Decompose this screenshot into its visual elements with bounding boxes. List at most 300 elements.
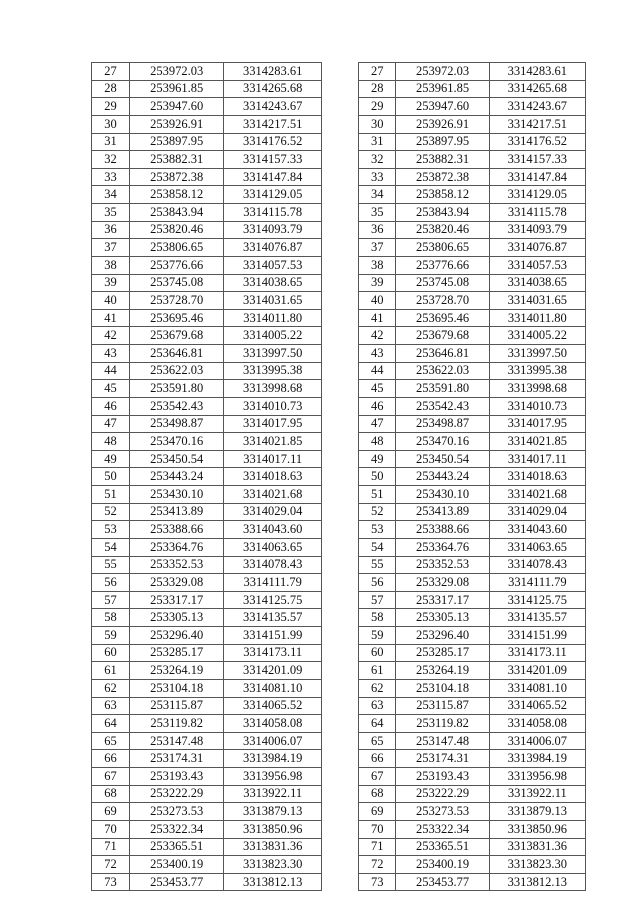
point-number-cell: 43 — [359, 345, 396, 363]
table-row — [359, 186, 586, 204]
table-row — [92, 750, 322, 768]
y-coordinate-cell: 3313922.11 — [224, 785, 322, 803]
point-number-cell: 44 — [92, 362, 130, 380]
coordinate-table-right — [358, 62, 586, 891]
x-coordinate-cell: 253222.29 — [396, 785, 489, 803]
y-coordinate-cell: 3313956.98 — [224, 768, 322, 786]
x-coordinate-cell: 253820.46 — [129, 221, 223, 239]
y-coordinate-cell: 3314010.73 — [489, 397, 585, 415]
y-coordinate-cell: 3314029.04 — [489, 503, 585, 521]
y-coordinate-cell: 3313812.13 — [224, 873, 322, 891]
point-number-cell: 54 — [92, 538, 130, 556]
table-row — [359, 433, 586, 451]
x-coordinate-cell: 253352.53 — [396, 556, 489, 574]
y-coordinate-cell: 3314006.07 — [224, 732, 322, 750]
y-coordinate-cell: 3314201.09 — [224, 662, 322, 680]
y-coordinate-cell: 3314031.65 — [489, 292, 585, 310]
table-row — [359, 256, 586, 274]
y-coordinate-cell: 3314029.04 — [224, 503, 322, 521]
x-coordinate-cell: 253882.31 — [396, 151, 489, 169]
point-number-cell: 45 — [359, 380, 396, 398]
point-number-cell: 63 — [92, 697, 130, 715]
table-row — [92, 627, 322, 645]
x-coordinate-cell: 253285.17 — [396, 644, 489, 662]
y-coordinate-cell: 3314017.95 — [489, 415, 585, 433]
x-coordinate-cell: 253695.46 — [129, 309, 223, 327]
point-number-cell: 47 — [359, 415, 396, 433]
point-number-cell: 40 — [359, 292, 396, 310]
point-number-cell: 47 — [92, 415, 130, 433]
x-coordinate-cell: 253329.08 — [129, 574, 223, 592]
table-row — [92, 450, 322, 468]
coordinate-table-body — [359, 63, 586, 891]
table-row — [92, 591, 322, 609]
coordinate-table-body — [92, 63, 322, 891]
y-coordinate-cell: 3313995.38 — [224, 362, 322, 380]
table-row — [359, 768, 586, 786]
table-row — [92, 503, 322, 521]
y-coordinate-cell: 3314018.63 — [489, 468, 585, 486]
table-row — [359, 133, 586, 151]
point-number-cell: 48 — [92, 433, 130, 451]
y-coordinate-cell: 3313879.13 — [489, 803, 585, 821]
y-coordinate-cell: 3314038.65 — [489, 274, 585, 292]
table-row — [92, 662, 322, 680]
point-number-cell: 58 — [92, 609, 130, 627]
point-number-cell: 51 — [92, 486, 130, 504]
point-number-cell: 35 — [359, 204, 396, 222]
x-coordinate-cell: 253776.66 — [129, 256, 223, 274]
y-coordinate-cell: 3314111.79 — [224, 574, 322, 592]
y-coordinate-cell: 3314057.53 — [489, 256, 585, 274]
x-coordinate-cell: 253591.80 — [129, 380, 223, 398]
table-row — [359, 80, 586, 98]
point-number-cell: 34 — [92, 186, 130, 204]
table-row — [359, 274, 586, 292]
y-coordinate-cell: 3314173.11 — [489, 644, 585, 662]
x-coordinate-cell: 253443.24 — [129, 468, 223, 486]
y-coordinate-cell: 3313831.36 — [224, 838, 322, 856]
y-coordinate-cell: 3314081.10 — [224, 679, 322, 697]
table-row — [359, 450, 586, 468]
table-row — [92, 168, 322, 186]
point-number-cell: 71 — [359, 838, 396, 856]
point-number-cell: 52 — [359, 503, 396, 521]
coordinate-table-left — [91, 62, 322, 891]
y-coordinate-cell: 3314010.73 — [224, 397, 322, 415]
y-coordinate-cell: 3313998.68 — [489, 380, 585, 398]
table-row — [359, 362, 586, 380]
point-number-cell: 27 — [359, 63, 396, 81]
y-coordinate-cell: 3314157.33 — [224, 151, 322, 169]
x-coordinate-cell: 253400.19 — [129, 856, 223, 874]
x-coordinate-cell: 253591.80 — [396, 380, 489, 398]
y-coordinate-cell: 3313998.68 — [224, 380, 322, 398]
x-coordinate-cell: 253364.76 — [129, 538, 223, 556]
table-row — [359, 204, 586, 222]
x-coordinate-cell: 253413.89 — [396, 503, 489, 521]
y-coordinate-cell: 3314201.09 — [489, 662, 585, 680]
point-number-cell: 62 — [92, 679, 130, 697]
y-coordinate-cell: 3314147.84 — [489, 168, 585, 186]
point-number-cell: 32 — [92, 151, 130, 169]
point-number-cell: 36 — [92, 221, 130, 239]
table-row — [359, 838, 586, 856]
table-row — [359, 503, 586, 521]
y-coordinate-cell: 3314129.05 — [489, 186, 585, 204]
x-coordinate-cell: 253897.95 — [129, 133, 223, 151]
point-number-cell: 50 — [359, 468, 396, 486]
x-coordinate-cell: 253679.68 — [129, 327, 223, 345]
y-coordinate-cell: 3314063.65 — [224, 538, 322, 556]
point-number-cell: 68 — [92, 785, 130, 803]
x-coordinate-cell: 253273.53 — [129, 803, 223, 821]
point-number-cell: 32 — [359, 151, 396, 169]
y-coordinate-cell: 3314017.95 — [224, 415, 322, 433]
table-row — [92, 397, 322, 415]
x-coordinate-cell: 253264.19 — [129, 662, 223, 680]
point-number-cell: 45 — [92, 380, 130, 398]
table-row — [359, 115, 586, 133]
x-coordinate-cell: 253365.51 — [396, 838, 489, 856]
table-row — [92, 732, 322, 750]
x-coordinate-cell: 253453.77 — [129, 873, 223, 891]
x-coordinate-cell: 253646.81 — [129, 345, 223, 363]
table-row — [92, 80, 322, 98]
table-row — [359, 309, 586, 327]
point-number-cell: 42 — [92, 327, 130, 345]
point-number-cell: 28 — [359, 80, 396, 98]
y-coordinate-cell: 3314217.51 — [489, 115, 585, 133]
point-number-cell: 64 — [92, 715, 130, 733]
table-row — [359, 732, 586, 750]
table-row — [92, 856, 322, 874]
y-coordinate-cell: 3314038.65 — [224, 274, 322, 292]
x-coordinate-cell: 253858.12 — [129, 186, 223, 204]
point-number-cell: 51 — [359, 486, 396, 504]
point-number-cell: 43 — [92, 345, 130, 363]
point-number-cell: 60 — [92, 644, 130, 662]
table-row — [359, 63, 586, 81]
table-row — [359, 397, 586, 415]
x-coordinate-cell: 253745.08 — [396, 274, 489, 292]
x-coordinate-cell: 253498.87 — [129, 415, 223, 433]
point-number-cell: 36 — [359, 221, 396, 239]
table-row — [92, 644, 322, 662]
table-row — [92, 785, 322, 803]
y-coordinate-cell: 3314017.11 — [224, 450, 322, 468]
point-number-cell: 73 — [92, 873, 130, 891]
x-coordinate-cell: 253820.46 — [396, 221, 489, 239]
table-row — [359, 785, 586, 803]
x-coordinate-cell: 253119.82 — [396, 715, 489, 733]
x-coordinate-cell: 253296.40 — [396, 627, 489, 645]
y-coordinate-cell: 3313850.96 — [489, 820, 585, 838]
y-coordinate-cell: 3314063.65 — [489, 538, 585, 556]
y-coordinate-cell: 3314065.52 — [489, 697, 585, 715]
point-number-cell: 31 — [92, 133, 130, 151]
table-row — [359, 415, 586, 433]
point-number-cell: 38 — [92, 256, 130, 274]
x-coordinate-cell: 253147.48 — [396, 732, 489, 750]
y-coordinate-cell: 3314065.52 — [224, 697, 322, 715]
table-row — [359, 221, 586, 239]
y-coordinate-cell: 3314115.78 — [224, 204, 322, 222]
point-number-cell: 59 — [92, 627, 130, 645]
y-coordinate-cell: 3314135.57 — [489, 609, 585, 627]
y-coordinate-cell: 3314018.63 — [224, 468, 322, 486]
table-row — [92, 609, 322, 627]
y-coordinate-cell: 3314151.99 — [224, 627, 322, 645]
point-number-cell: 54 — [359, 538, 396, 556]
point-number-cell: 39 — [359, 274, 396, 292]
y-coordinate-cell: 3314265.68 — [224, 80, 322, 98]
point-number-cell: 60 — [359, 644, 396, 662]
x-coordinate-cell: 253413.89 — [129, 503, 223, 521]
point-number-cell: 30 — [92, 115, 130, 133]
point-number-cell: 31 — [359, 133, 396, 151]
x-coordinate-cell: 253453.77 — [396, 873, 489, 891]
y-coordinate-cell: 3313984.19 — [224, 750, 322, 768]
y-coordinate-cell: 3314057.53 — [224, 256, 322, 274]
y-coordinate-cell: 3314147.84 — [224, 168, 322, 186]
table-row — [92, 98, 322, 116]
point-number-cell: 65 — [359, 732, 396, 750]
table-row — [359, 873, 586, 891]
x-coordinate-cell: 253897.95 — [396, 133, 489, 151]
y-coordinate-cell: 3313879.13 — [224, 803, 322, 821]
table-row — [92, 715, 322, 733]
y-coordinate-cell: 3314058.08 — [224, 715, 322, 733]
x-coordinate-cell: 253728.70 — [396, 292, 489, 310]
y-coordinate-cell: 3313823.30 — [224, 856, 322, 874]
table-row — [92, 345, 322, 363]
y-coordinate-cell: 3314176.52 — [489, 133, 585, 151]
table-row — [92, 309, 322, 327]
table-row — [359, 715, 586, 733]
point-number-cell: 56 — [359, 574, 396, 592]
table-row — [92, 327, 322, 345]
table-row — [92, 151, 322, 169]
y-coordinate-cell: 3314043.60 — [224, 521, 322, 539]
x-coordinate-cell: 253193.43 — [129, 768, 223, 786]
point-number-cell: 69 — [92, 803, 130, 821]
y-coordinate-cell: 3314283.61 — [489, 63, 585, 81]
y-coordinate-cell: 3313995.38 — [489, 362, 585, 380]
y-coordinate-cell: 3313956.98 — [489, 768, 585, 786]
table-row — [92, 538, 322, 556]
table-row — [92, 803, 322, 821]
table-row — [92, 838, 322, 856]
x-coordinate-cell: 253115.87 — [396, 697, 489, 715]
y-coordinate-cell: 3314081.10 — [489, 679, 585, 697]
y-coordinate-cell: 3314243.67 — [224, 98, 322, 116]
point-number-cell: 73 — [359, 873, 396, 891]
point-number-cell: 72 — [359, 856, 396, 874]
x-coordinate-cell: 253947.60 — [129, 98, 223, 116]
table-row — [359, 345, 586, 363]
x-coordinate-cell: 253388.66 — [129, 521, 223, 539]
y-coordinate-cell: 3314021.68 — [489, 486, 585, 504]
table-row — [92, 433, 322, 451]
point-number-cell: 61 — [92, 662, 130, 680]
table-row — [359, 98, 586, 116]
x-coordinate-cell: 253222.29 — [129, 785, 223, 803]
x-coordinate-cell: 253646.81 — [396, 345, 489, 363]
y-coordinate-cell: 3314078.43 — [489, 556, 585, 574]
table-row — [92, 768, 322, 786]
point-number-cell: 33 — [359, 168, 396, 186]
point-number-cell: 67 — [359, 768, 396, 786]
point-number-cell: 39 — [92, 274, 130, 292]
table-row — [92, 556, 322, 574]
y-coordinate-cell: 3314176.52 — [224, 133, 322, 151]
y-coordinate-cell: 3314011.80 — [224, 309, 322, 327]
table-row — [359, 803, 586, 821]
table-row — [359, 468, 586, 486]
y-coordinate-cell: 3313850.96 — [224, 820, 322, 838]
table-row — [92, 415, 322, 433]
point-number-cell: 44 — [359, 362, 396, 380]
point-number-cell: 49 — [359, 450, 396, 468]
x-coordinate-cell: 253470.16 — [396, 433, 489, 451]
y-coordinate-cell: 3313922.11 — [489, 785, 585, 803]
table-row — [92, 362, 322, 380]
table-row — [92, 521, 322, 539]
y-coordinate-cell: 3313823.30 — [489, 856, 585, 874]
point-number-cell: 70 — [92, 820, 130, 838]
y-coordinate-cell: 3314043.60 — [489, 521, 585, 539]
point-number-cell: 28 — [92, 80, 130, 98]
table-row — [92, 239, 322, 257]
x-coordinate-cell: 253365.51 — [129, 838, 223, 856]
point-number-cell: 62 — [359, 679, 396, 697]
table-row — [359, 538, 586, 556]
x-coordinate-cell: 253305.13 — [396, 609, 489, 627]
point-number-cell: 53 — [92, 521, 130, 539]
x-coordinate-cell: 253679.68 — [396, 327, 489, 345]
y-coordinate-cell: 3314017.11 — [489, 450, 585, 468]
x-coordinate-cell: 253498.87 — [396, 415, 489, 433]
table-row — [359, 556, 586, 574]
table-row — [359, 591, 586, 609]
point-number-cell: 41 — [92, 309, 130, 327]
point-number-cell: 50 — [92, 468, 130, 486]
x-coordinate-cell: 253972.03 — [396, 63, 489, 81]
table-row — [92, 468, 322, 486]
x-coordinate-cell: 253961.85 — [396, 80, 489, 98]
x-coordinate-cell: 253542.43 — [129, 397, 223, 415]
x-coordinate-cell: 253317.17 — [129, 591, 223, 609]
y-coordinate-cell: 3314076.87 — [489, 239, 585, 257]
table-row — [92, 256, 322, 274]
point-number-cell: 35 — [92, 204, 130, 222]
y-coordinate-cell: 3313831.36 — [489, 838, 585, 856]
table-row — [359, 697, 586, 715]
table-row — [92, 380, 322, 398]
table-row — [359, 662, 586, 680]
table-row — [359, 292, 586, 310]
x-coordinate-cell: 253352.53 — [129, 556, 223, 574]
x-coordinate-cell: 253728.70 — [129, 292, 223, 310]
x-coordinate-cell: 253843.94 — [396, 204, 489, 222]
point-number-cell: 58 — [359, 609, 396, 627]
point-number-cell: 65 — [92, 732, 130, 750]
y-coordinate-cell: 3314115.78 — [489, 204, 585, 222]
x-coordinate-cell: 253858.12 — [396, 186, 489, 204]
point-number-cell: 37 — [359, 239, 396, 257]
table-row — [92, 274, 322, 292]
y-coordinate-cell: 3314058.08 — [489, 715, 585, 733]
x-coordinate-cell: 253926.91 — [396, 115, 489, 133]
x-coordinate-cell: 253104.18 — [396, 679, 489, 697]
x-coordinate-cell: 253273.53 — [396, 803, 489, 821]
point-number-cell: 41 — [359, 309, 396, 327]
point-number-cell: 37 — [92, 239, 130, 257]
point-number-cell: 55 — [359, 556, 396, 574]
point-number-cell: 59 — [359, 627, 396, 645]
x-coordinate-cell: 253322.34 — [396, 820, 489, 838]
y-coordinate-cell: 3313984.19 — [489, 750, 585, 768]
x-coordinate-cell: 253622.03 — [129, 362, 223, 380]
x-coordinate-cell: 253317.17 — [396, 591, 489, 609]
table-row — [92, 873, 322, 891]
x-coordinate-cell: 253926.91 — [129, 115, 223, 133]
x-coordinate-cell: 253872.38 — [396, 168, 489, 186]
y-coordinate-cell: 3313812.13 — [489, 873, 585, 891]
x-coordinate-cell: 253305.13 — [129, 609, 223, 627]
x-coordinate-cell: 253622.03 — [396, 362, 489, 380]
table-row — [359, 327, 586, 345]
y-coordinate-cell: 3313997.50 — [489, 345, 585, 363]
point-number-cell: 70 — [359, 820, 396, 838]
x-coordinate-cell: 253430.10 — [129, 486, 223, 504]
y-coordinate-cell: 3314157.33 — [489, 151, 585, 169]
table-row — [92, 204, 322, 222]
y-coordinate-cell: 3314005.22 — [489, 327, 585, 345]
x-coordinate-cell: 253119.82 — [129, 715, 223, 733]
table-row — [359, 521, 586, 539]
y-coordinate-cell: 3314265.68 — [489, 80, 585, 98]
y-coordinate-cell: 3314283.61 — [224, 63, 322, 81]
x-coordinate-cell: 253115.87 — [129, 697, 223, 715]
y-coordinate-cell: 3314151.99 — [489, 627, 585, 645]
point-number-cell: 48 — [359, 433, 396, 451]
point-number-cell: 40 — [92, 292, 130, 310]
table-row — [359, 168, 586, 186]
point-number-cell: 27 — [92, 63, 130, 81]
x-coordinate-cell: 253972.03 — [129, 63, 223, 81]
table-row — [359, 151, 586, 169]
x-coordinate-cell: 253872.38 — [129, 168, 223, 186]
point-number-cell: 29 — [359, 98, 396, 116]
point-number-cell: 46 — [92, 397, 130, 415]
x-coordinate-cell: 253285.17 — [129, 644, 223, 662]
table-row — [359, 679, 586, 697]
table-row — [92, 133, 322, 151]
point-number-cell: 49 — [92, 450, 130, 468]
x-coordinate-cell: 253470.16 — [129, 433, 223, 451]
y-coordinate-cell: 3314135.57 — [224, 609, 322, 627]
point-number-cell: 30 — [359, 115, 396, 133]
y-coordinate-cell: 3314021.85 — [489, 433, 585, 451]
x-coordinate-cell: 253776.66 — [396, 256, 489, 274]
y-coordinate-cell: 3314078.43 — [224, 556, 322, 574]
table-row — [92, 820, 322, 838]
table-row — [359, 627, 586, 645]
y-coordinate-cell: 3314006.07 — [489, 732, 585, 750]
x-coordinate-cell: 253147.48 — [129, 732, 223, 750]
